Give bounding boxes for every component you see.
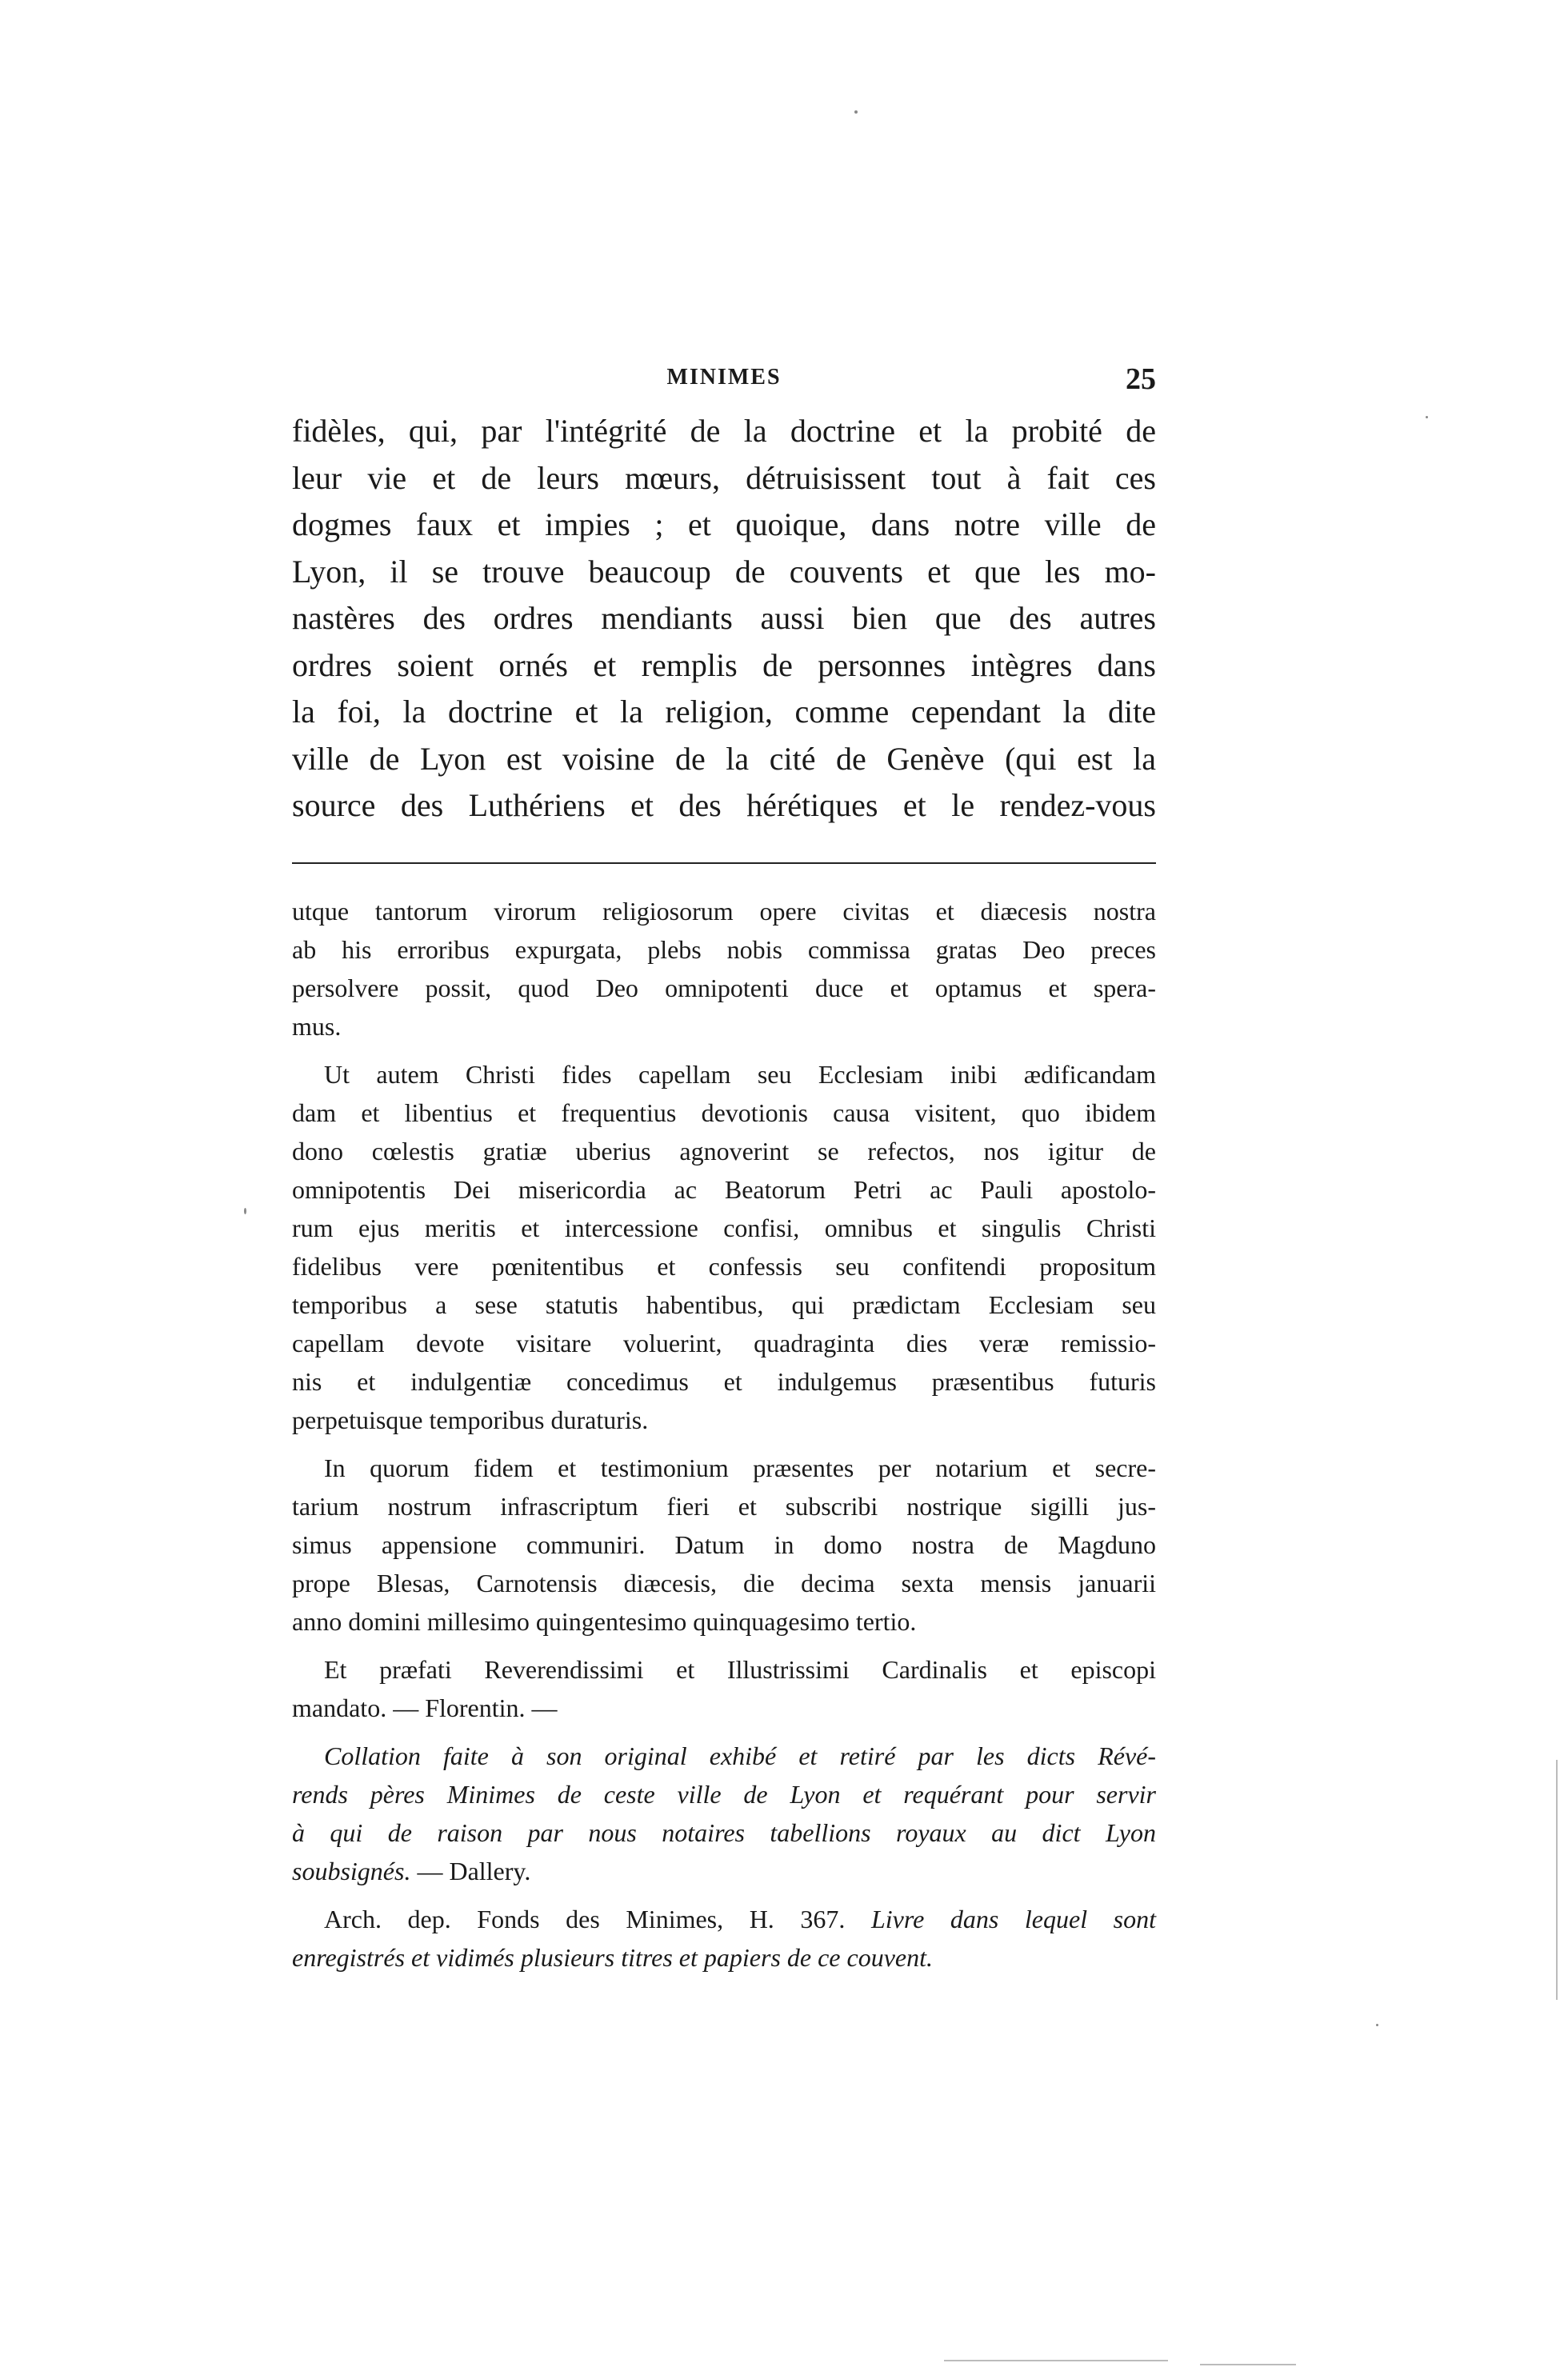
main-text-line: ordres soient ornés et remplis de personnes intègres dans [292, 646, 1156, 683]
footnote-line: simus appensione communiri. Datum in domo nostra de Magduno [292, 1530, 1156, 1559]
scan-speck [244, 1208, 246, 1214]
page-number: 25 [1126, 362, 1156, 396]
footnote-line: anno domini millesimo quingentesimo quinquagesimo tertio. [292, 1607, 917, 1636]
footnote-line: mandato. — Florentin. — [292, 1693, 558, 1722]
footnote-paragraph-1 [292, 892, 1156, 1046]
footnote-paragraph-6-archive [292, 1900, 1156, 1977]
main-text-line: leur vie et de leurs mœurs, détruisissent tout à fait ces [292, 459, 1156, 496]
footnote-line-mixed [292, 1852, 1156, 1890]
scan-speck [854, 110, 858, 114]
footnote-line: In quorum fidem et testimonium præsentes per notarium et secre- [324, 1453, 1156, 1482]
main-text-block [292, 408, 1156, 830]
footnote-line: utque tantorum virorum religiosorum opere civitas et diæcesis nostra [292, 897, 1156, 926]
running-title: MINIMES [666, 365, 782, 390]
footnote-line: prope Blesas, Carnotensis diæcesis, die decima sexta mensis januarii [292, 1569, 1156, 1597]
page-edge-mark [944, 2360, 1168, 2361]
footnote-paragraph-4 [292, 1650, 1156, 1727]
archive-title-start: Livre dans lequel sont [870, 1905, 1157, 1933]
main-text-line: ville de Lyon est voisine de la cité de Genève (qui est la [292, 740, 1156, 777]
main-text-line: la foi, la doctrine et la religion, comme cependant la dite [292, 694, 1156, 730]
footnote-line-italic: à qui de raison par nous notaires tabellions royaux au dict Lyon [292, 1818, 1156, 1847]
footnote-line-italic: rends pères Minimes de ceste ville de Lyon et requérant pour servir [292, 1780, 1156, 1809]
footnote-line: perpetuisque temporibus duraturis. [292, 1405, 649, 1434]
footnote-line: mus. [292, 1012, 342, 1041]
footnote-paragraph-5-collation [292, 1737, 1156, 1890]
footnote-paragraph-2 [292, 1055, 1156, 1439]
scan-speck [1426, 416, 1428, 418]
footnote-line: tarium nostrum infrascriptum fieri et subscribi nostrique sigilli jus- [292, 1492, 1156, 1521]
footnote-line-mixed [292, 1900, 1156, 1938]
running-head [292, 362, 1156, 402]
footnote-line: nis et indulgentiæ concedimus et indulgemus præsentibus futuris [292, 1367, 1156, 1396]
main-text-line: dogmes faux et impies ; et quoique, dans notre ville de [292, 506, 1156, 542]
footnote-paragraph-3 [292, 1449, 1156, 1641]
main-text-line: source des Luthériens et des hérétiques et le rendez-vous [292, 787, 1156, 823]
archive-title-continued: enregistrés et vidimés plusieurs titres et papiers de ce couvent. [292, 1943, 933, 1972]
footnote-line: capellam devote visitare voluerint, quadraginta dies veræ remissio- [292, 1329, 1156, 1357]
scan-speck [1376, 2024, 1378, 2026]
main-text-line: nastères des ordres mendiants aussi bien que des autres [292, 600, 1156, 636]
footnote-line: dam et libentius et frequentius devotionis causa visitent, quo ibidem [292, 1098, 1156, 1127]
footnote-line: dono cœlestis gratiæ uberius agnoverint se refectos, nos igitur de [292, 1137, 1156, 1166]
footnote-line: persolvere possit, quod Deo omnipotenti duce et optamus et spera- [292, 974, 1156, 1002]
main-text-line: Lyon, il se trouve beaucoup de couvents et que les mo- [292, 553, 1156, 590]
footnote-roman-segment: — Dallery. [410, 1857, 531, 1885]
footnote-line: Et præfati Reverendissimi et Illustrissimi Cardinalis et episcopi [324, 1655, 1156, 1684]
footnote-line: Ut autem Christi fides capellam seu Ecclesiam inibi ædificandam [324, 1060, 1156, 1089]
footnote-line-italic: Collation faite à son original exhibé et retiré par les dicts Révé- [324, 1741, 1156, 1770]
page-edge-mark [1556, 1760, 1558, 2000]
footnote-line: rum ejus meritis et intercessione confisi, omnibus et singulis Christi [292, 1213, 1156, 1242]
footnote-separator-rule [292, 862, 1156, 864]
footnote-line: temporibus a sese statutis habentibus, qui prædictam Ecclesiam seu [292, 1290, 1156, 1319]
footnote-line: omnipotentis Dei misericordia ac Beatorum Petri ac Pauli apostolo- [292, 1175, 1156, 1204]
archive-reference: Arch. dep. Fonds des Minimes, H. 367. [324, 1905, 871, 1933]
footnote-italic-segment: soubsignés. [292, 1857, 411, 1885]
footnote-line: ab his erroribus expurgata, plebs nobis commissa gratas Deo preces [292, 935, 1156, 964]
main-text-line: fidèles, qui, par l'intégrité de la doctrine et la probité de [292, 413, 1156, 449]
footnotes-block [292, 892, 1156, 1986]
footnote-line: fidelibus vere pœnitentibus et confessis seu confitendi propositum [292, 1252, 1156, 1281]
page-edge-mark [1200, 2364, 1296, 2365]
